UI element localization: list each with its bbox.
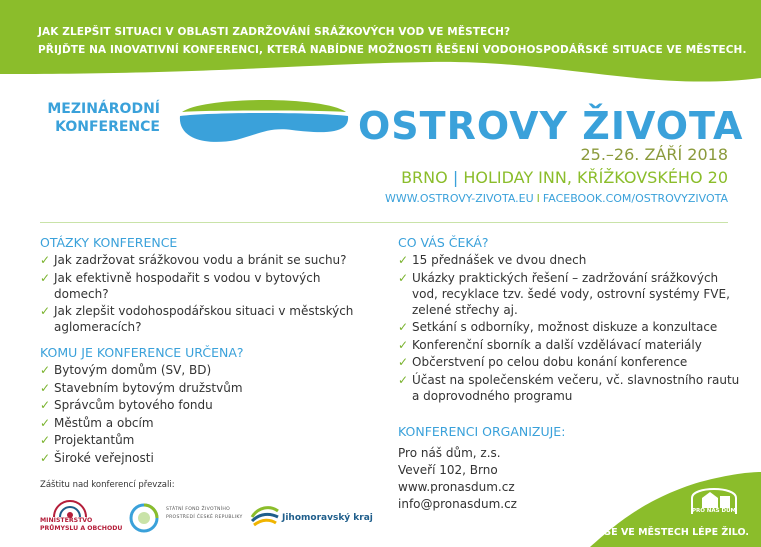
check-icon: ✓ bbox=[40, 450, 51, 465]
header-question: JAK ZLEPŠIT SITUACI V OBLASTI ZADRŽOVÁNÍ SRÁŽKOVÝCH VOD VE MĚSTECH? bbox=[38, 26, 511, 38]
list-item-text: Stavebním bytovým družstvům bbox=[54, 380, 243, 395]
list-item bbox=[40, 397, 370, 413]
list-item bbox=[40, 415, 370, 431]
questions-title: OTÁZKY KONFERENCE bbox=[40, 235, 178, 250]
check-icon: ✓ bbox=[40, 433, 51, 447]
jmk-logo-icon bbox=[250, 503, 280, 527]
list-item-text: Ukázky praktických řešení – zadržování srážkových vod, recyklace tzv. šedé vody, ostrovní systémy FVE, zelené střechy aj. bbox=[412, 270, 730, 317]
list-item-text: Jak zadržovat srážkovou vodu a bránit se suchu? bbox=[54, 253, 347, 267]
badge-label: PRO NÁŠ DŮM bbox=[691, 508, 737, 514]
event-name: OSTROVY ŽIVOTA bbox=[358, 104, 744, 148]
event-date: 25.–26. ZÁŘÍ 2018 bbox=[580, 145, 728, 164]
list-item bbox=[40, 362, 370, 378]
venue-city: BRNO bbox=[401, 168, 448, 187]
check-icon: ✓ bbox=[40, 304, 51, 318]
check-icon: ✓ bbox=[40, 253, 51, 267]
list-item-text: Setkání s odborníky, možnost diskuze a konzultace bbox=[412, 320, 718, 334]
mpo-logo-text: MINISTERSTVO PRŮMYSLU A OBCHODU bbox=[40, 517, 123, 532]
sfzp-logo-icon bbox=[128, 502, 160, 534]
check-icon: ✓ bbox=[398, 270, 409, 285]
venue-separator: | bbox=[452, 168, 459, 187]
audience-title: KOMU JE KONFERENCE URČENA? bbox=[40, 345, 244, 360]
venue-address: HOLIDAY INN, KŘÍŽKOVSKÉHO 20 bbox=[463, 168, 728, 187]
facebook-link[interactable]: FACEBOOK.COM/OSTROVYZIVOTA bbox=[542, 192, 728, 205]
event-kind-line2: KONFERENCE bbox=[55, 119, 160, 135]
check-icon: ✓ bbox=[40, 398, 51, 412]
list-item bbox=[398, 270, 743, 318]
list-item-text: Městům a obcím bbox=[54, 415, 154, 430]
organizer-address: Veveří 102, Brno bbox=[398, 463, 498, 477]
organizer-email-link[interactable]: info@pronasdum.cz bbox=[398, 497, 517, 511]
sfzp-logo-text: STÁTNÍ FOND ŽIVOTNÍHO PROSTŘEDÍ ČESKÉ REPUBLIKY bbox=[166, 507, 243, 520]
list-item bbox=[40, 432, 370, 448]
island-logo-icon bbox=[174, 94, 354, 152]
expect-title: CO VÁS ČEKÁ? bbox=[398, 235, 489, 250]
list-item-text: Občerstvení po celou dobu konání konference bbox=[412, 355, 688, 369]
list-item bbox=[40, 303, 370, 335]
links-separator: I bbox=[536, 192, 540, 205]
event-links bbox=[385, 192, 728, 205]
check-icon: ✓ bbox=[398, 320, 409, 334]
check-icon: ✓ bbox=[398, 253, 409, 267]
list-item bbox=[398, 319, 743, 335]
check-icon: ✓ bbox=[398, 355, 409, 369]
list-item bbox=[398, 337, 743, 353]
jmk-logo-text: Jihomoravský kraj bbox=[282, 513, 373, 523]
check-icon: ✓ bbox=[40, 415, 51, 430]
right-column bbox=[398, 235, 743, 414]
list-item bbox=[40, 380, 370, 396]
list-item-text: 15 přednášek ve dvou dnech bbox=[412, 253, 587, 267]
organizer-name: Pro náš dům, z.s. bbox=[398, 446, 501, 460]
organizer-title: KONFERENCI ORGANIZUJE: bbox=[398, 424, 566, 439]
mpo-logo-icon bbox=[50, 493, 90, 519]
questions-list bbox=[40, 252, 370, 335]
check-icon: ✓ bbox=[40, 363, 51, 377]
patronage-label: Záštitu nad konferencí převzali: bbox=[40, 480, 175, 490]
list-item-text: Jak efektivně hospodařit s vodou v bytových domech? bbox=[54, 270, 321, 301]
list-item bbox=[40, 252, 370, 268]
section-divider bbox=[40, 222, 728, 223]
list-item-text: Správcům bytového fondu bbox=[54, 398, 213, 412]
header-invitation: PŘIJĎTE NA INOVATIVNÍ KONFERENCI, KTERÁ NABÍDNE MOŽNOSTI ŘEŠENÍ VODOHOSPODÁŘSKÉ SITUACE VE MĚSTECH. bbox=[38, 44, 747, 56]
footer-tagline: ABY SE VE MĚSTECH LÉPE ŽILO. bbox=[580, 527, 749, 538]
list-item-text: Široké veřejnosti bbox=[54, 450, 154, 465]
list-item-text: Projektantům bbox=[54, 433, 135, 447]
event-venue bbox=[401, 168, 728, 187]
check-icon: ✓ bbox=[398, 372, 409, 387]
check-icon: ✓ bbox=[398, 337, 409, 352]
list-item-text: Jak zlepšit vodohospodářskou situaci v městských aglomeracích? bbox=[54, 304, 354, 334]
left-column bbox=[40, 235, 370, 476]
event-kind bbox=[40, 100, 160, 136]
list-item-text: Konferenční sborník a další vzdělávací materiály bbox=[412, 337, 702, 352]
website-link[interactable]: WWW.OSTROVY-ZIVOTA.EU bbox=[384, 192, 534, 205]
list-item bbox=[40, 270, 370, 302]
list-item-text: Bytovým domům (SV, BD) bbox=[54, 363, 212, 377]
audience-list bbox=[40, 362, 370, 466]
list-item bbox=[398, 354, 743, 370]
event-kind-line1: MEZINÁRODNÍ bbox=[47, 101, 160, 117]
list-item-text: Účast na společenském večeru, vč. slavnostního rautu a doprovodného programu bbox=[412, 372, 740, 403]
organizer-web-link[interactable]: www.pronasdum.cz bbox=[398, 480, 515, 494]
check-icon: ✓ bbox=[40, 380, 51, 395]
list-item bbox=[398, 252, 743, 268]
check-icon: ✓ bbox=[40, 270, 51, 285]
list-item bbox=[398, 372, 743, 404]
expect-list bbox=[398, 252, 743, 404]
